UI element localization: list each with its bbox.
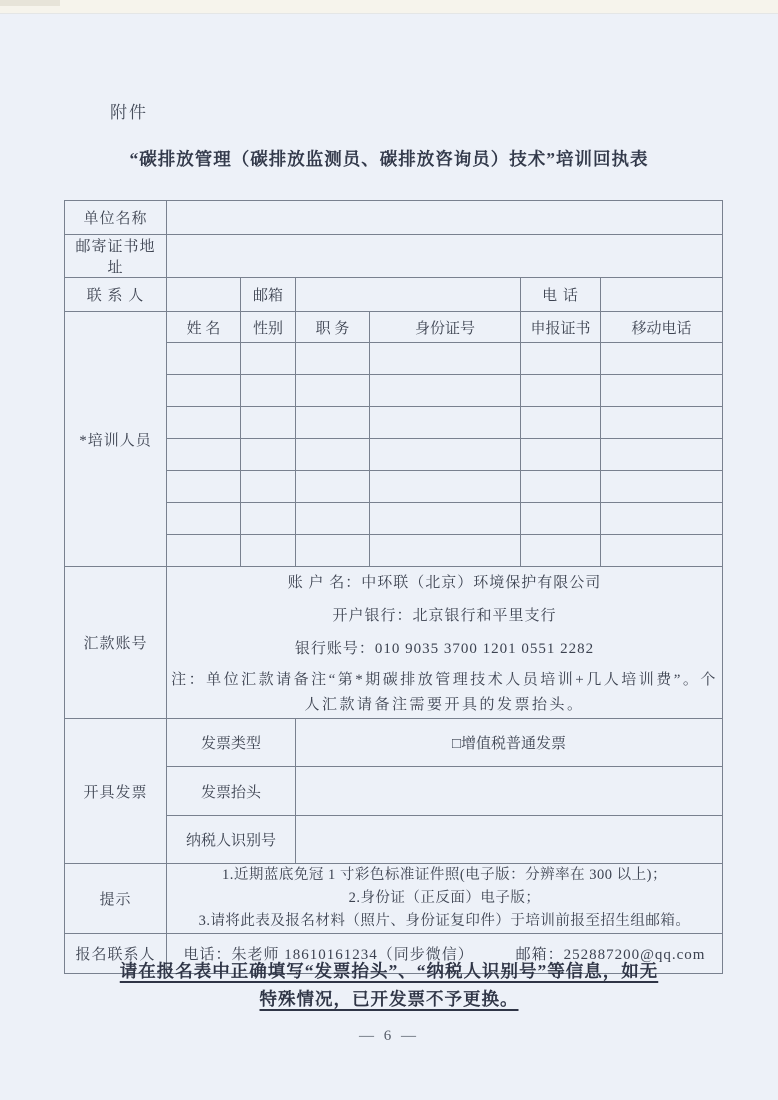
trainee-cell <box>370 343 521 375</box>
tips-label: 提示 <box>65 864 167 934</box>
mailing-address-value-cell <box>167 235 723 278</box>
trainee-cell <box>370 535 521 567</box>
trainee-cell <box>521 439 601 471</box>
trainee-cell <box>370 439 521 471</box>
training-receipt-form-table <box>64 200 723 974</box>
trainee-cell <box>167 407 241 439</box>
trainee-cell <box>370 375 521 407</box>
trainee-cell <box>601 375 723 407</box>
trainee-col-position: 职 务 <box>296 312 370 343</box>
trainee-col-gender: 性别 <box>241 312 296 343</box>
invoice-warning-note <box>79 957 699 1013</box>
trainee-cell <box>521 503 601 535</box>
trainee-cell <box>601 407 723 439</box>
trainee-cell <box>370 407 521 439</box>
trainee-cell <box>167 439 241 471</box>
trainee-cell <box>241 471 296 503</box>
trainees-label: *培训人员 <box>65 312 167 567</box>
trainee-cell <box>296 343 370 375</box>
invoice-type-label: 发票类型 <box>167 719 296 767</box>
tips-line-3: 3.请将此表及报名材料（照片、身份证复印件）于培训前报至招生组邮箱。 <box>198 913 691 929</box>
trainee-cell <box>521 471 601 503</box>
invoice-warning-line-1: 请在报名表中正确填写“发票抬头”、“纳税人识别号”等信息，如无 <box>119 961 659 981</box>
company-name-value-cell <box>167 201 723 235</box>
scan-edge-band <box>0 0 778 14</box>
trainee-cell <box>167 535 241 567</box>
trainee-cell <box>167 471 241 503</box>
attachment-label: 附件 <box>110 103 148 122</box>
contact-row <box>65 278 723 312</box>
taxpayer-id-value-cell <box>296 816 723 864</box>
invoice-type-value: □增值税普通发票 <box>296 719 723 767</box>
trainee-cell <box>296 535 370 567</box>
trainee-header-row <box>65 312 723 343</box>
trainee-cell <box>601 471 723 503</box>
trainee-cell <box>521 343 601 375</box>
trainee-cell <box>370 471 521 503</box>
registration-contact-label: 报名联系人 <box>65 934 167 974</box>
tips-line-2: 2.身份证（正反面）电子版； <box>348 890 541 906</box>
trainee-cell <box>296 439 370 471</box>
registration-contact-email: 邮箱：252887200@qq.com <box>515 947 706 963</box>
page-number: — 6 — <box>359 1028 419 1044</box>
trainee-cell <box>521 375 601 407</box>
invoice-type-row <box>65 719 723 767</box>
trainee-cell <box>601 503 723 535</box>
trainee-cell <box>167 343 241 375</box>
invoice-title-value-cell <box>296 767 723 816</box>
trainee-cell <box>521 407 601 439</box>
trainee-cell <box>167 503 241 535</box>
contact-value-cell <box>167 278 241 312</box>
trainee-cell <box>296 375 370 407</box>
registration-contact-phone: 电话：朱老师 18610161234（同步微信） <box>183 947 474 963</box>
taxpayer-id-label: 纳税人识别号 <box>167 816 296 864</box>
company-name-row <box>65 201 723 235</box>
trainee-cell <box>241 343 296 375</box>
remittance-bank: 开户银行：北京银行和平里支行 <box>332 608 557 624</box>
trainee-col-certificate: 申报证书 <box>521 312 601 343</box>
trainee-cell <box>241 439 296 471</box>
invoice-warning-line-2: 特殊情况，已开发票不予更换。 <box>259 989 519 1009</box>
trainee-cell <box>601 343 723 375</box>
trainee-cell <box>296 407 370 439</box>
remittance-label: 汇款账号 <box>65 567 167 719</box>
remittance-account-name: 账 户 名：中环联（北京）环境保护有限公司 <box>287 575 602 591</box>
email-label: 邮箱 <box>241 278 296 312</box>
remittance-note: 注：单位汇款请备注“第*期碳排放管理技术人员培训+几人培训费”。个人汇款请备注需要开具的发票抬头。 <box>171 672 718 713</box>
mailing-address-label: 邮寄证书地址 <box>65 235 167 278</box>
invoice-title-label: 发票抬头 <box>167 767 296 816</box>
trainee-cell <box>241 535 296 567</box>
trainee-cell <box>167 375 241 407</box>
trainee-cell <box>241 407 296 439</box>
trainee-cell <box>370 503 521 535</box>
email-value-cell <box>296 278 521 312</box>
trainee-col-name: 姓 名 <box>167 312 241 343</box>
page-title: “碳排放管理（碳排放监测员、碳排放咨询员）技术”培训回执表 <box>129 149 649 169</box>
tips-content-cell <box>167 864 723 934</box>
phone-value-cell <box>601 278 723 312</box>
tips-line-1: 1.近期蓝底免冠 1 寸彩色标准证件照(电子版：分辨率在 300 以上)； <box>221 867 668 883</box>
mailing-address-row <box>65 235 723 278</box>
trainee-col-mobile: 移动电话 <box>601 312 723 343</box>
tips-row <box>65 864 723 934</box>
trainee-cell <box>241 503 296 535</box>
trainee-cell <box>241 375 296 407</box>
scan-corner-artifact <box>0 0 60 6</box>
remittance-row <box>65 567 723 719</box>
contact-label: 联 系 人 <box>65 278 167 312</box>
trainee-cell <box>296 471 370 503</box>
company-name-label: 单位名称 <box>65 201 167 235</box>
trainee-cell <box>601 535 723 567</box>
trainee-cell <box>601 439 723 471</box>
remittance-account-number: 银行账号：010 9035 3700 1201 0551 2282 <box>294 641 595 657</box>
phone-label: 电 话 <box>521 278 601 312</box>
remittance-details-cell <box>167 567 723 719</box>
invoice-label: 开具发票 <box>65 719 167 864</box>
trainee-col-id-number: 身份证号 <box>370 312 521 343</box>
trainee-cell <box>296 503 370 535</box>
trainee-cell <box>521 535 601 567</box>
